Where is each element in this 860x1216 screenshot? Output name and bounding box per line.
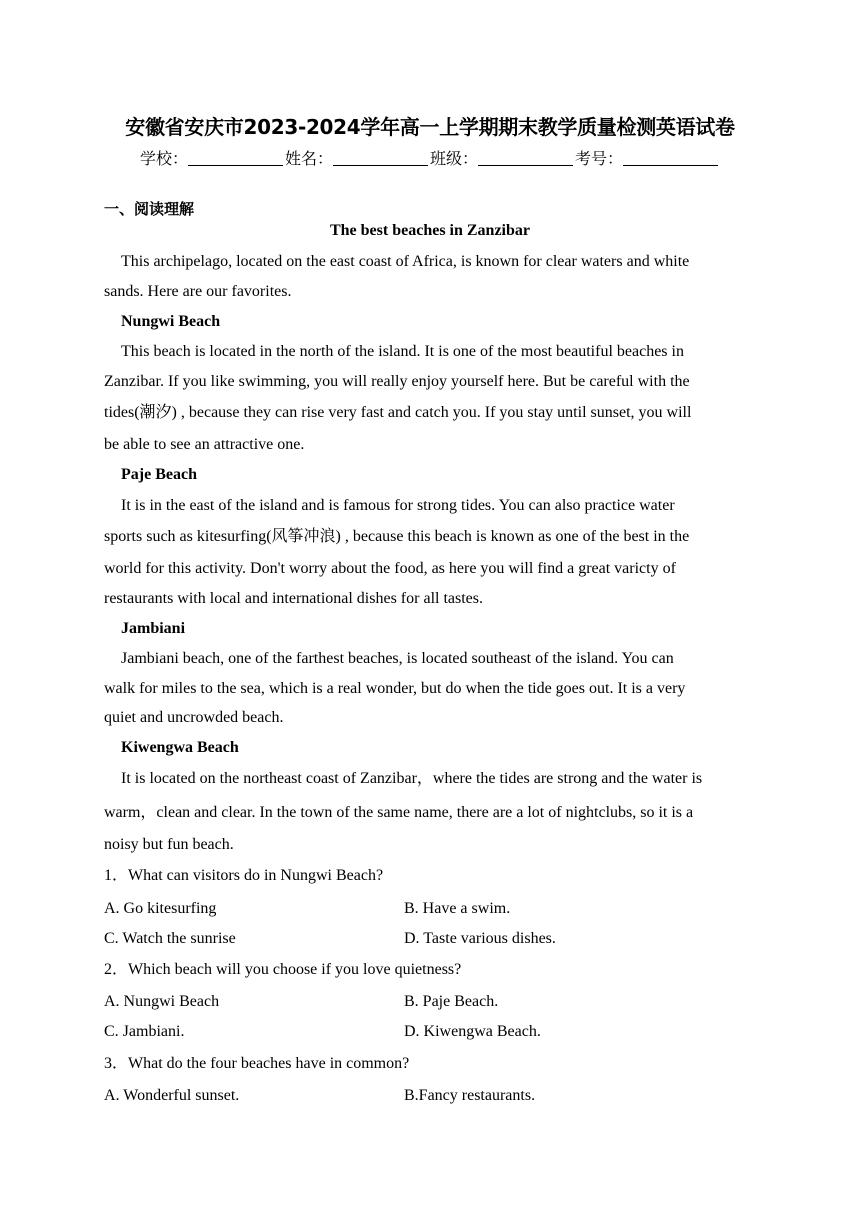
class-blank[interactable]	[478, 151, 573, 166]
question-1-option-d[interactable]: D. Taste various dishes.	[404, 930, 556, 947]
exam-title: 安徽省安庆市2023-2024学年高一上学期期末教学质量检测英语试卷	[125, 115, 735, 139]
paragraph-line: be able to see an attractive one.	[104, 436, 305, 453]
passage-title: The best beaches in Zanzibar	[329, 222, 530, 239]
school-label: 学校：	[139, 149, 188, 168]
question-3-option-a[interactable]: A. Wonderful sunset.	[104, 1087, 240, 1104]
question-1-option-c[interactable]: C. Watch the sunrise	[104, 930, 236, 947]
exam-number-blank[interactable]	[623, 151, 718, 166]
school-blank[interactable]	[188, 151, 283, 166]
paragraph-line: It is located on the northeast coast of Zanzibar，where the tides are strong and the water is	[121, 770, 703, 787]
beach-heading-paje: Paje Beach	[121, 466, 197, 483]
paragraph-line: world for this activity. Don't worry about the food, as here you will find a great varicty of	[104, 560, 676, 577]
intro-line: This archipelago, located on the east coast of Africa, is known for clear waters and white	[121, 253, 690, 270]
paragraph-line: Zanzibar. If you like swimming, you will really enjoy yourself here. But be careful with the	[104, 373, 690, 390]
paragraph-line: sports such as kitesurfing(风筝冲浪) , because this beach is known as one of the best in the	[104, 528, 690, 545]
paragraph-line: quiet and uncrowded beach.	[104, 709, 284, 726]
beach-heading-nungwi: Nungwi Beach	[121, 313, 221, 330]
student-info-line	[0, 146, 860, 169]
question-3-option-b[interactable]: B.Fancy restaurants.	[404, 1087, 536, 1104]
section-heading: 一、阅读理解	[104, 200, 195, 218]
question-1-option-a[interactable]: A. Go kitesurfing	[104, 900, 217, 917]
question-2-option-b[interactable]: B. Paje Beach.	[404, 993, 499, 1010]
paragraph-line: warm，clean and clear. In the town of the same name, there are a lot of nightclubs, so it is a	[104, 804, 694, 821]
name-label: 姓名：	[284, 149, 333, 168]
exam-number-label: 考号：	[575, 149, 624, 168]
paragraph-line: It is in the east of the island and is famous for strong tides. You can also practice water	[121, 497, 675, 514]
name-blank[interactable]	[333, 151, 428, 166]
question-2-option-a[interactable]: A. Nungwi Beach	[104, 993, 220, 1010]
question-1-stem: 1．What can visitors do in Nungwi Beach?	[104, 867, 384, 884]
question-3-stem: 3．What do the four beaches have in common?	[104, 1055, 410, 1072]
question-1-option-b[interactable]: B. Have a swim.	[404, 900, 511, 917]
class-label: 班级：	[430, 149, 479, 168]
paragraph-line: This beach is located in the north of the island. It is one of the most beautiful beaches in	[121, 343, 684, 360]
intro-line: sands. Here are our favorites.	[104, 283, 292, 300]
beach-heading-jambiani: Jambiani	[121, 620, 186, 637]
paragraph-line: Jambiani beach, one of the farthest beaches, is located southeast of the island. You can	[121, 650, 674, 667]
beach-heading-kiwengwa: Kiwengwa Beach	[121, 739, 239, 756]
question-2-option-d[interactable]: D. Kiwengwa Beach.	[404, 1023, 541, 1040]
question-2-stem: 2．Which beach will you choose if you love quietness?	[104, 961, 462, 978]
paragraph-line: noisy but fun beach.	[104, 836, 234, 853]
paragraph-line: tides(潮汐) , because they can rise very fast and catch you. If you stay until sunset, you will	[104, 404, 692, 421]
question-2-option-c[interactable]: C. Jambiani.	[104, 1023, 185, 1040]
paragraph-line: walk for miles to the sea, which is a real wonder, but do when the tide goes out. It is a very	[104, 680, 686, 697]
paragraph-line: restaurants with local and international dishes for all tastes.	[104, 590, 483, 607]
